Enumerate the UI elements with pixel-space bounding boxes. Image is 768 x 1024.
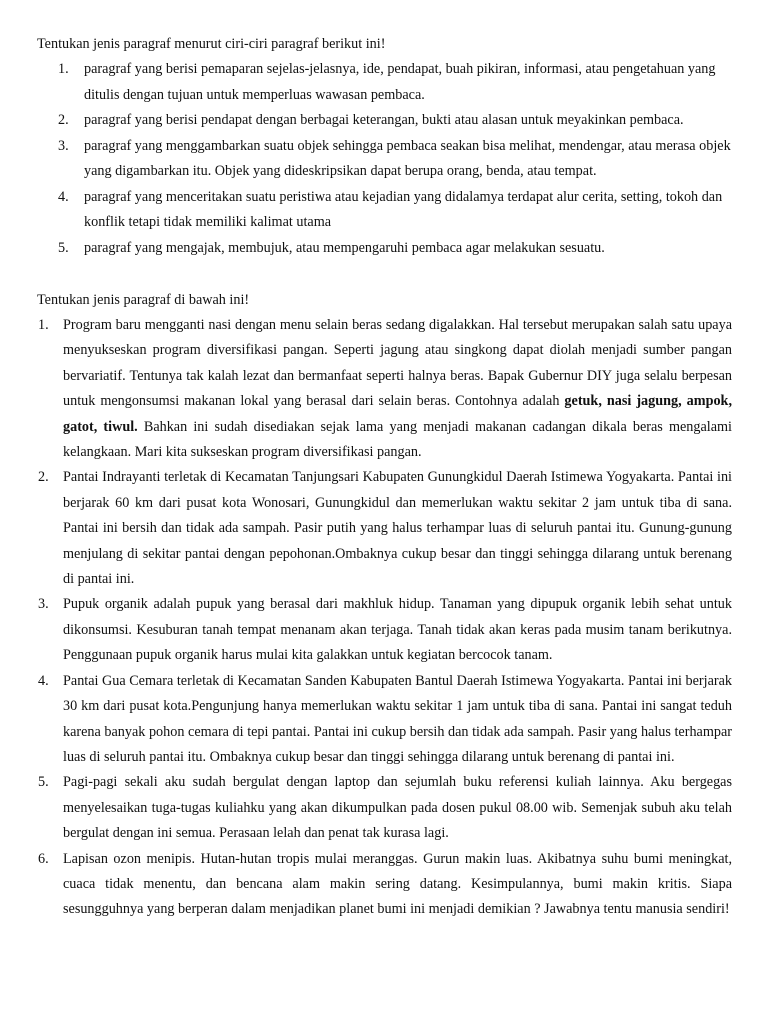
item-text (63, 313, 732, 465)
list-item (37, 313, 732, 465)
list-item (37, 465, 732, 592)
bold-food-list: getuk, nasi jagung, ampok, gatot, tiwul. (63, 393, 732, 435)
section-spacer (37, 261, 732, 288)
item-text: paragraf yang berisi pemaparan sejelas-jelasnya, ide, pendapat, buah pikiran, informasi, atau pengetahuan yang ditulis dengan tujuan untuk memperluas wawasan pembaca. (84, 61, 716, 103)
list-item (37, 592, 732, 668)
item-number: 5. (58, 239, 69, 256)
item-number: 3. (58, 137, 69, 154)
item-text: paragraf yang berisi pendapat dengan berbagai keterangan, bukti atau alasan untuk meyakinkan pembaca. (84, 112, 684, 128)
item-number: 1. (58, 61, 69, 77)
list-item (37, 134, 732, 185)
item-number: 3. (38, 596, 49, 613)
item-text: Pantai Gua Cemara terletak di Kecamatan Sanden Kabupaten Bantul Daerah Istimewa Yogyakarta. Pantai ini berjarak 30 km dari pusat kota.Pengunjung hanya memerlukan waktu sekitar 1 jam untuk tiba di sana. Pantai ini sangat teduh karena banyak pohon cemara di tepi pantai. Pantai ini cukup bersih dan tidak ada sampah. Pasir yang halus terhampar luas di seluruh pantai itu. Ombaknya cukup besar dan tinggi sehingga dilarang untuk berenang di pantai ini. (63, 672, 732, 765)
item-number: 4. (58, 188, 69, 205)
list-item (37, 669, 732, 771)
item-text: paragraf yang menceritakan suatu peristiwa atau kejadian yang didalamya terdapat alur cerita, setting, tokoh dan konflik tetapi tidak memiliki kalimat utama (84, 188, 723, 230)
section1-instruction: Tentukan jenis paragraf menurut ciri-ciri paragraf berikut ini! (37, 36, 386, 52)
item-text: Pagi-pagi sekali aku sudah bergulat dengan laptop dan sejumlah buku referensi kuliah lainnya. Aku bergegas menyelesaikan tuga-tugas kuliahku yang akan dikumpulkan pada dosen pukul 08.00 wib. Semenjak subuh aku telah bergulat dengan ini semua. Perasaan lelah dan penat tak kurasa lagi. (63, 774, 732, 842)
list-item (37, 185, 732, 236)
list-item (37, 108, 732, 134)
item-number: 2. (58, 112, 69, 128)
item-text: paragraf yang menggambarkan suatu objek sehingga pembaca seakan bisa melihat, mendengar, atau merasa objek yang digambarkan itu. Objek yang dideskripsikan dapat berupa orang, benda, atau tempat. (84, 137, 731, 179)
section2-instruction: Tentukan jenis paragraf di bawah ini! (37, 292, 250, 308)
item-number: 5. (38, 774, 49, 791)
item-text: Lapisan ozon menipis. Hutan-hutan tropis mulai meranggas. Gurun makin luas. Akibatnya suhu bumi meningkat, cuaca tidak menentu, dan bencana alam makin sering datang. Kesimpulannya, bumi makin kritis. Siapa sesungguhnya yang berperan dalam menjadikan planet bumi ini menjadi demikian ? Jawabnya tentu manusia sendiri! (63, 850, 732, 918)
list-item (37, 57, 732, 108)
item-text: Pantai Indrayanti terletak di Kecamatan Tanjungsari Kabupaten Gunungkidul Daerah Istimewa Yogyakarta. Pantai ini berjarak 60 km dari pusat kota Wonosari, Gunungkidul dan memerlukan waktu sekitar 2 jam untuk tiba di sana. Pantai ini bersih dan tidak ada sampah. Pasir putih yang halus terhampar luas di seluruh pantai itu. Gunung-gunung menjulang di sekitar pantai dengan pepohonan.Ombaknya cukup besar dan tinggi sehingga dilarang untuk berenang di pantai ini. (63, 469, 732, 588)
list-item (37, 236, 732, 262)
text-segment: Bahkan ini sudah disediakan sejak lama yang menjadi makanan cadangan dikala beras mengalami kelangkaan. Mari kita sukseskan program diversifikasi pangan. (63, 418, 732, 461)
item-number: 4. (38, 672, 49, 689)
list-item (37, 847, 732, 923)
text-segment: Program baru mengganti nasi dengan menu selain beras sedang digalakkan. Hal tersebut merupakan salah satu upaya menyukseskan program diversifikasi pangan. Seperti jagung atau singkong dapat diolah menjadi sumber pangan bervariatif. Tentunya tak kalah lezat dan bermanfaat seperti halnya beras. Bapak Gubernur DIY juga selalu berpesan untuk mengonsumsi makanan lokal yang berasal dari selain beras. Contohnya adalah (63, 317, 732, 410)
item-number: 1. (38, 317, 49, 333)
item-number: 2. (38, 469, 49, 486)
paragraph-list (37, 313, 732, 923)
list-item (37, 770, 732, 846)
characteristics-list (37, 57, 732, 261)
item-number: 6. (38, 850, 49, 867)
item-text: Pupuk organik adalah pupuk yang berasal dari makhluk hidup. Tanaman yang dipupuk organik lebih sehat untuk dikonsumsi. Kesuburan tanah tempat menanam akan terjaga. Tanah tidak akan keras pada musim tanam berikutnya. Penggunaan pupuk organik harus mulai kita galakkan untuk kegiatan bercocok tanam. (63, 596, 732, 664)
item-text: paragraf yang mengajak, membujuk, atau mempengaruhi pembaca agar melakukan sesuatu. (84, 239, 605, 256)
